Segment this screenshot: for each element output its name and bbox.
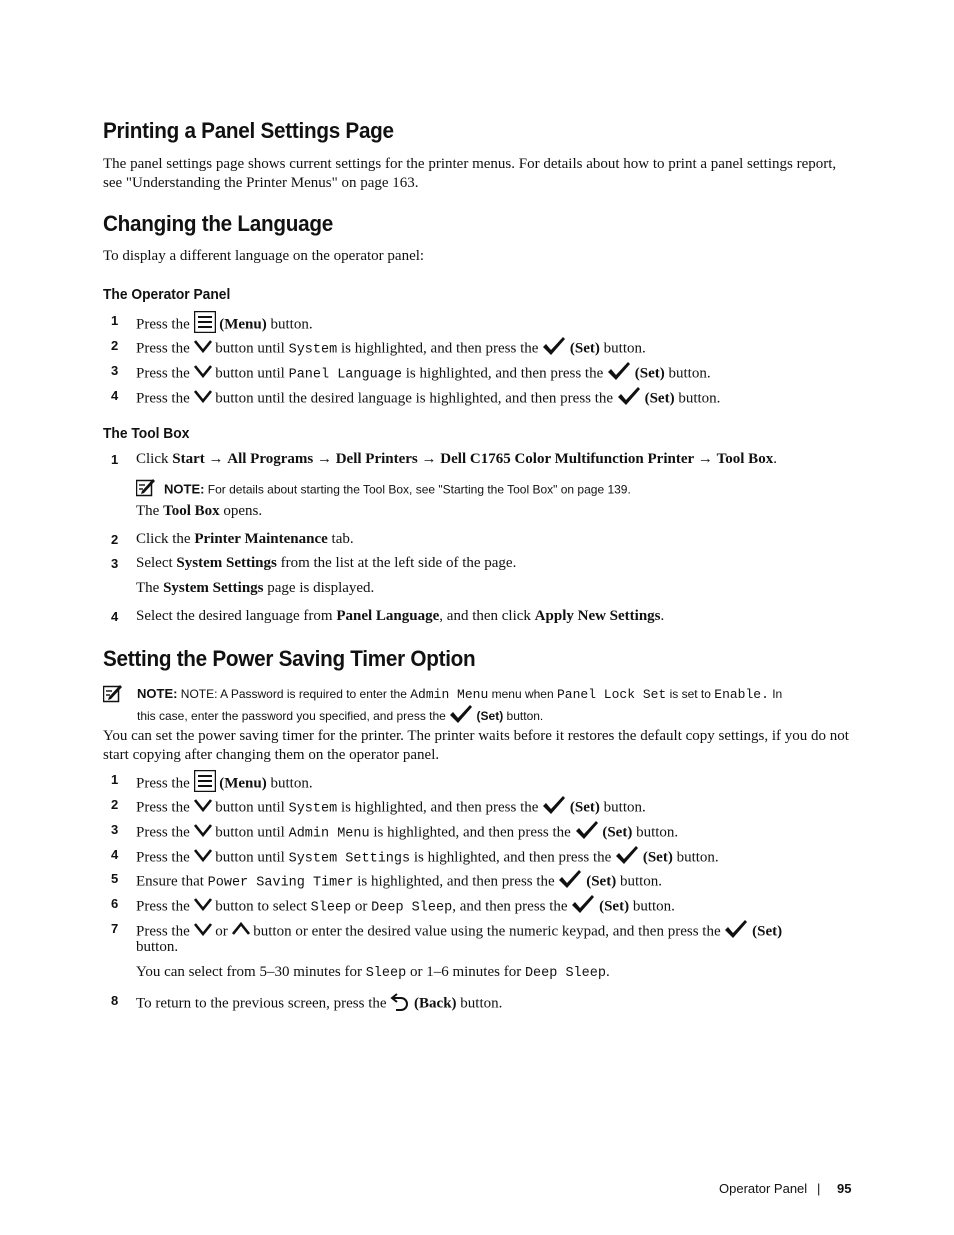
footer-separator: | (817, 1181, 821, 1196)
step-number: 4 (111, 847, 119, 862)
checkmark-icon (724, 919, 748, 945)
heading-power-saving: Setting the Power Saving Timer Option (103, 646, 476, 671)
step-number: 1 (111, 452, 119, 467)
step-number: 4 (111, 388, 119, 403)
up-arrow-icon (232, 922, 250, 942)
menu-icon (194, 770, 216, 798)
subheading-tool-box: The Tool Box (103, 425, 190, 442)
heading-language: Changing the Language (103, 211, 333, 236)
pw-step-7-cont: button. (136, 939, 179, 955)
checkmark-icon (607, 361, 631, 387)
footer-section: Operator Panel (719, 1181, 808, 1196)
subheading-operator-panel: The Operator Panel (103, 286, 231, 303)
step-number: 1 (111, 772, 119, 787)
power-body: You can set the power saving timer for the printer. The printer waits before it restores the default copy settings, if you do not start copying after changing them on the operator panel. (103, 728, 849, 763)
step-number: 8 (111, 993, 119, 1008)
down-arrow-icon (194, 922, 212, 942)
step-number: 1 (111, 313, 119, 328)
checkmark-icon (575, 820, 599, 846)
down-arrow-icon (194, 798, 212, 818)
heading-printing: Printing a Panel Settings Page (103, 118, 394, 143)
checkmark-icon (542, 795, 566, 821)
tool-box-note: NOTE: For details about starting the Tool Box, see "Starting the Tool Box" on page 139. (136, 478, 631, 503)
step-number: 2 (111, 338, 119, 353)
page-number: 95 (837, 1181, 852, 1196)
step-number: 2 (111, 532, 119, 547)
step-number: 2 (111, 797, 119, 812)
menu-icon (194, 311, 216, 339)
tb-step-1-result: The Tool Box opens. (136, 503, 263, 519)
checkmark-icon (615, 845, 639, 871)
down-arrow-icon (194, 848, 212, 868)
checkmark-icon (571, 894, 595, 920)
checkmark-icon (617, 386, 641, 412)
back-icon (390, 991, 410, 1017)
step-number: 3 (111, 822, 119, 837)
language-intro: To display a different language on the operator panel: (103, 248, 425, 264)
step-number: 6 (111, 896, 119, 911)
pw-step-7-result: You can select from 5–30 minutes for Sleep or 1–6 minutes for Deep Sleep. (136, 964, 610, 981)
down-arrow-icon (194, 364, 212, 384)
pencil-note-icon (136, 478, 156, 503)
step-number: 4 (111, 609, 119, 624)
down-arrow-icon (194, 897, 212, 917)
tb-step-3-result: The System Settings page is displayed. (136, 580, 375, 596)
down-arrow-icon (194, 389, 212, 409)
down-arrow-icon (194, 823, 212, 843)
down-arrow-icon (194, 339, 212, 359)
step-number: 3 (111, 556, 119, 571)
printing-body: The panel settings page shows current settings for the printer menus. For details about how to print a panel settings report, see "Understanding the Printer Menus" on page 163. (103, 156, 837, 191)
pencil-note-icon (103, 684, 123, 709)
step-number: 7 (111, 921, 119, 936)
checkmark-icon (558, 869, 582, 895)
step-number: 5 (111, 871, 119, 886)
checkmark-icon (542, 336, 566, 362)
step-number: 3 (111, 363, 119, 378)
